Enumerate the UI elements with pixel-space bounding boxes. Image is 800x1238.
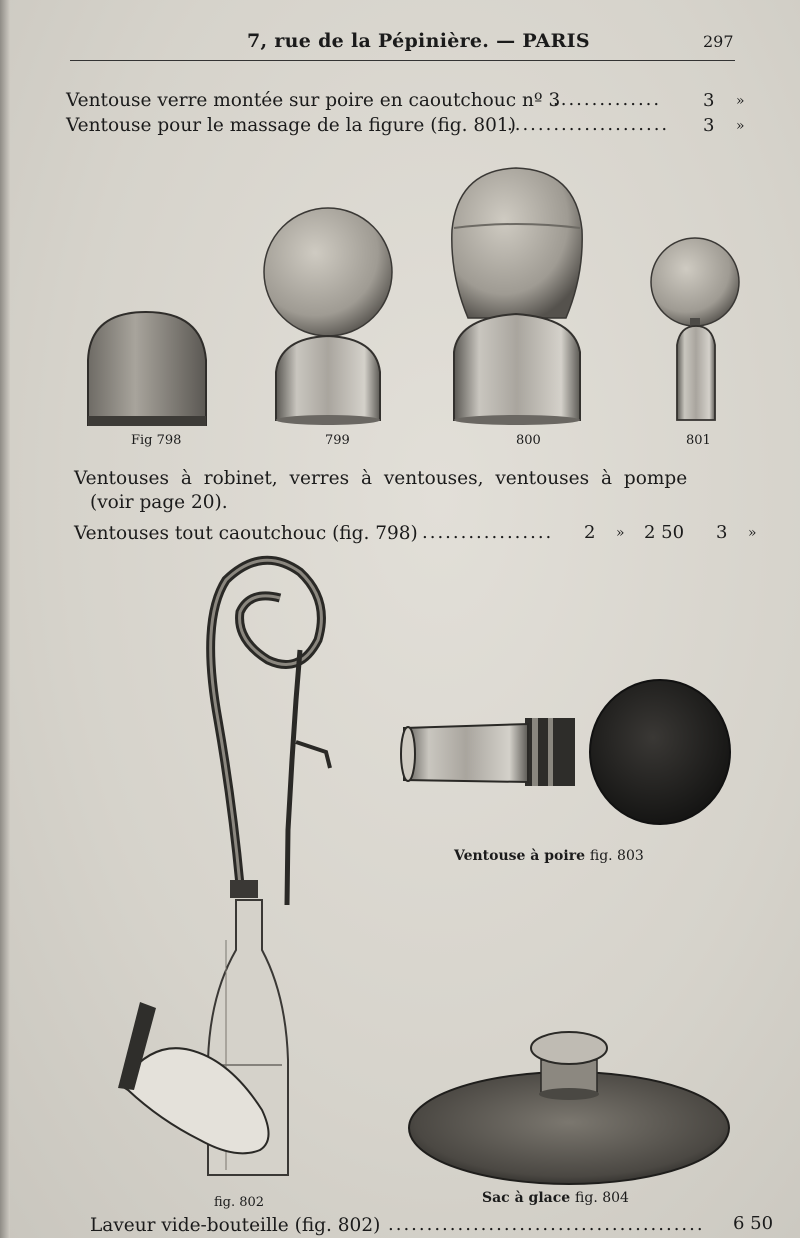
item-price: 2 bbox=[584, 522, 596, 543]
caption-fig-803 bbox=[454, 848, 644, 864]
price-mark: » bbox=[736, 93, 745, 109]
dot-leader: ..................... bbox=[507, 114, 670, 135]
item-text: Ventouse pour le massage de la figure (fig. 801) bbox=[66, 115, 516, 136]
item-price: 3 bbox=[703, 90, 715, 111]
page-number: 297 bbox=[703, 32, 734, 51]
glass-cup-with-ball-figure bbox=[264, 208, 392, 425]
item-price: 2 50 bbox=[644, 522, 685, 543]
item-text: Laveur vide-bouteille (fig. 802) bbox=[90, 1215, 381, 1236]
figure-label-798: Fig 798 bbox=[131, 433, 182, 448]
bottle-washer-figure bbox=[118, 560, 330, 1175]
caption-fig-802: fig. 802 bbox=[214, 1195, 265, 1210]
ice-bag-figure bbox=[409, 1032, 729, 1184]
paragraph-line-1: Ventouses à robinet, verres à ventouses, ventouses à pompe bbox=[74, 468, 688, 489]
small-massage-cup-figure bbox=[651, 238, 739, 420]
dot-leader: ................. bbox=[422, 522, 554, 543]
large-bulb-cup-figure bbox=[452, 168, 582, 425]
caption-fig-number: fig. 803 bbox=[589, 848, 644, 864]
header-title: 7, rue de la Pépinière. — PARIS bbox=[247, 30, 590, 52]
item-price: 6 50 bbox=[733, 1213, 774, 1234]
figure-label-801: 801 bbox=[686, 433, 711, 448]
price-mark: » bbox=[616, 525, 625, 541]
dot-leader: ......................................... bbox=[388, 1214, 705, 1235]
price-mark: » bbox=[748, 525, 757, 541]
item-price: 3 bbox=[716, 522, 728, 543]
figure-label-799: 799 bbox=[325, 433, 350, 448]
paragraph-line-2: (voir page 20). bbox=[90, 492, 228, 513]
suction-bulb-figure bbox=[401, 680, 730, 824]
item-price: 3 bbox=[703, 115, 715, 136]
item-text: Ventouses tout caoutchouc (fig. 798) bbox=[74, 523, 418, 544]
caption-fig-804 bbox=[482, 1190, 629, 1206]
price-mark: » bbox=[736, 118, 745, 134]
caption-bold: Ventouse à poire bbox=[454, 848, 585, 864]
item-text: Ventouse verre montée sur poire en caoutchouc nº 3 bbox=[66, 90, 561, 111]
dot-leader: .............. bbox=[553, 89, 662, 110]
figure-label-800: 800 bbox=[516, 433, 541, 448]
rubber-cup-figure bbox=[88, 312, 206, 426]
caption-fig-number: fig. 804 bbox=[575, 1190, 629, 1206]
caption-bold: Sac à glace bbox=[482, 1190, 571, 1206]
